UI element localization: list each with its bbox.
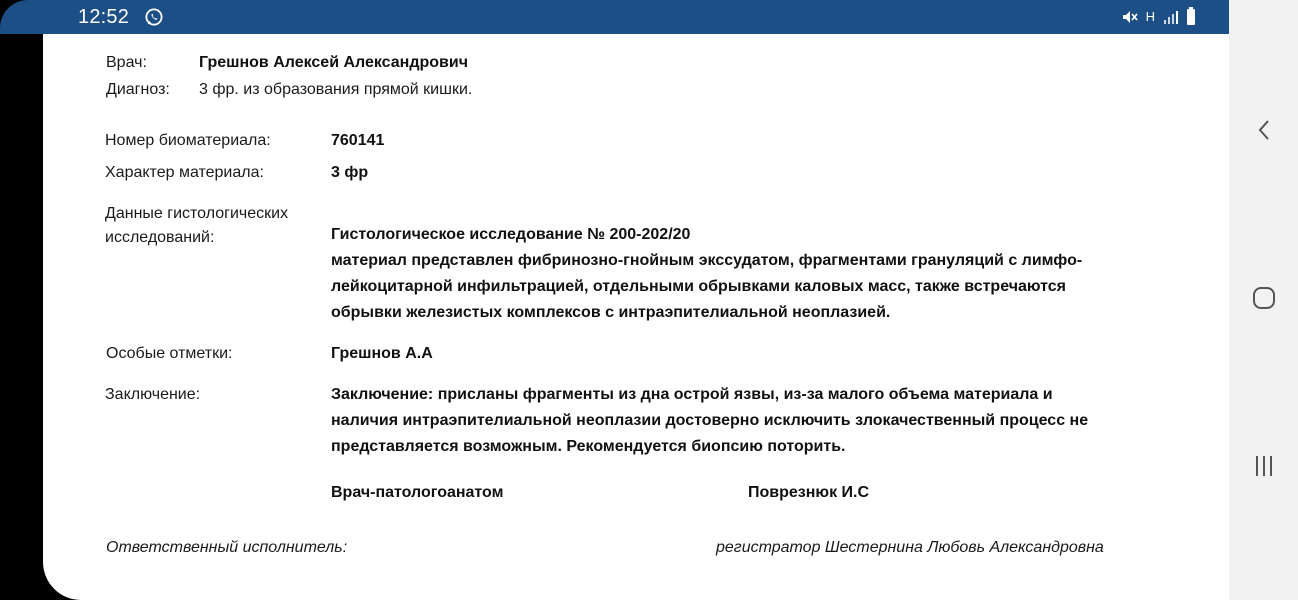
clock: 12:52 bbox=[78, 6, 130, 28]
biomaterial-number-value: 760141 bbox=[331, 132, 385, 149]
histology-label-line1: Данные гистологических bbox=[105, 205, 289, 222]
responsible-label: Ответственный исполнитель: bbox=[106, 539, 348, 556]
histology-line: Гистологическое исследование № 200-202/20 bbox=[331, 226, 691, 243]
recents-icon bbox=[1254, 455, 1274, 477]
home-icon bbox=[1252, 286, 1276, 310]
conclusion-line: представляется возможным. Рекомендуется биопсию поторить. bbox=[331, 438, 846, 455]
whatsapp-icon bbox=[144, 7, 164, 27]
responsible-value: регистратор Шестернина Любовь Александровна bbox=[716, 539, 1104, 556]
histology-line: материал представлен фибринозно-гнойным экссудатом, фрагментами грануляций с лимфо- bbox=[331, 252, 1083, 269]
conclusion-line: Заключение: присланы фрагменты из дна острой язвы, из-за малого объема материала и bbox=[331, 386, 1053, 403]
home-button[interactable] bbox=[1229, 268, 1298, 328]
biomaterial-number-label: Номер биоматериала: bbox=[105, 132, 271, 149]
report-document bbox=[43, 34, 1229, 600]
conclusion-text bbox=[331, 382, 1088, 460]
conclusion-label: Заключение: bbox=[105, 386, 201, 403]
back-button[interactable] bbox=[1229, 100, 1298, 160]
histology-line: обрывки железистых комплексов с интраэпителиальной неоплазией. bbox=[331, 304, 891, 321]
network-icon: H bbox=[1145, 9, 1155, 24]
special-notes-value: Грешнов А.А bbox=[331, 345, 433, 362]
battery-icon bbox=[1187, 9, 1195, 25]
conclusion-line: наличия интраэпителиальной неоплазии достоверно исключить злокачественный процесс не bbox=[331, 412, 1089, 429]
material-character-value: 3 фр bbox=[331, 164, 369, 181]
histology-label-line2: исследований: bbox=[105, 229, 215, 246]
doctor-label: Врач: bbox=[106, 54, 147, 71]
status-icons bbox=[1122, 9, 1195, 25]
recents-button[interactable] bbox=[1229, 436, 1298, 496]
material-character-label: Характер материала: bbox=[105, 164, 264, 181]
diagnosis-value: 3 фр. из образования прямой кишки. bbox=[199, 81, 473, 98]
status-bar bbox=[0, 0, 1229, 34]
signature-name: Поврезнюк И.С bbox=[748, 484, 870, 501]
histology-text bbox=[331, 222, 1082, 326]
back-icon bbox=[1257, 118, 1271, 142]
mute-icon bbox=[1122, 10, 1138, 24]
signature-role: Врач-патологоанатом bbox=[331, 484, 504, 501]
special-notes-label: Особые отметки: bbox=[106, 345, 233, 362]
histology-line: лейкоцитарной инфильтрацией, отдельными обрывками каловых масс, также встречаются bbox=[331, 278, 1067, 295]
doctor-name: Грешнов Алексей Александрович bbox=[199, 54, 468, 71]
signal-icon bbox=[1163, 10, 1179, 24]
diagnosis-label: Диагноз: bbox=[106, 81, 170, 98]
navigation-bar bbox=[1229, 0, 1298, 600]
